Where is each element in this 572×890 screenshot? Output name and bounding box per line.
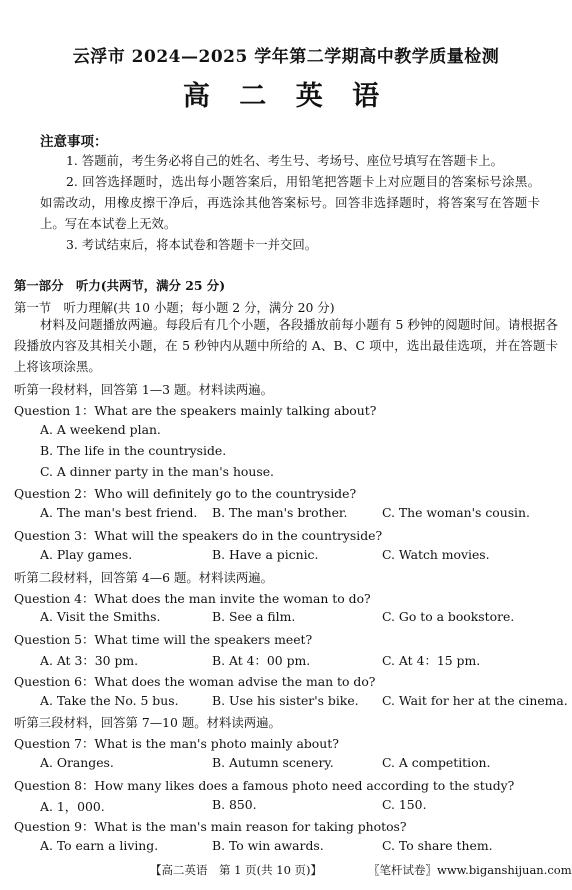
q3-option-b: B. Have a picnic. (212, 547, 319, 562)
q8-option-b: B. 850. (212, 797, 257, 812)
question-2: Question 2：Who will definitely go to the countryside? (14, 486, 357, 501)
question-9: Question 9：What is the man's main reason for taking photos? (14, 819, 407, 834)
question-4: Question 4：What does the man invite the woman to do? (14, 591, 371, 606)
q5-option-b: B. At 4：00 pm. (212, 653, 311, 668)
question-6: Question 6：What does the woman advise the man to do? (14, 674, 376, 689)
q8-option-a: A. 1，000. (40, 799, 105, 814)
q7-option-a: A. Oranges. (40, 755, 114, 770)
segment-3-heading: 听第三段材料，回答第 7—10 题。材料读两遍。 (14, 715, 281, 730)
notice-item-2: 2. 回答选择题时，选出每小题答案后，用铅笔把答题卡上对应题目的答案标号涂黑。如需改动，用橡皮擦干净后，再选涂其他答案标号。回答非选择题时，将答案写在答题卡上。写在本试卷上无效。 (40, 174, 540, 231)
q7-option-b: B. Autumn scenery. (212, 755, 334, 770)
notice-item-3: 3. 考试结束后，将本试卷和答题卡一并交回。 (66, 237, 318, 252)
q1-option-c: C. A dinner party in the man's house. (40, 464, 274, 479)
notice-heading: 注意事项： (40, 134, 108, 150)
q5-option-a: A. At 3：30 pm. (40, 653, 139, 668)
q3-option-a: A. Play games. (40, 547, 133, 562)
q2-option-b: B. The man's brother. (212, 505, 348, 520)
q2-option-a: A. The man's best friend. (40, 505, 198, 520)
q9-option-b: B. To win awards. (212, 838, 324, 853)
q5-option-c: C. At 4：15 pm. (382, 653, 481, 668)
part1-heading: 第一部分 听力(共两节，满分 25 分) (14, 278, 226, 293)
q4-option-b: B. See a film. (212, 609, 296, 624)
segment-1-heading: 听第一段材料，回答第 1—3 题。材料读两遍。 (14, 382, 274, 397)
q1-option-a: A. A weekend plan. (40, 422, 161, 437)
q6-option-b: B. Use his sister's bike. (212, 693, 359, 708)
q9-option-a: A. To earn a living. (40, 838, 159, 853)
footer-site-link[interactable]: 〖笔杆试卷〗www.biganshijuan.com (368, 863, 572, 877)
subject-title: 高 二 英 语 (182, 81, 390, 112)
page-footer: 【高二英语 第 1 页(共 10 页)】 (150, 863, 323, 877)
notice-item-1: 1. 答题前，考生务必将自己的姓名、考生号、考场号、座位号填写在答题卡上。 (66, 153, 504, 168)
q9-option-c: C. To share them. (382, 838, 493, 853)
section1-heading: 第一节 听力理解(共 10 小题；每小题 2 分，满分 20 分) (14, 300, 335, 315)
q8-option-c: C. 150. (382, 797, 427, 812)
segment-2-heading: 听第二段材料，回答第 4—6 题。材料读两遍。 (14, 570, 274, 585)
q6-option-a: A. Take the No. 5 bus. (40, 693, 179, 708)
listening-instructions: 材料及问题播放两遍。每段后有几个小题，各段播放前每小题有 5 秒钟的阅题时间。请根据各段播放内容及其相关小题，在 5 秒钟内从题中所给的 A、B、C 项中，选出最佳选项，并在答题卡上将该项涂黑。 (14, 317, 558, 374)
question-7: Question 7：What is the man's photo mainly about? (14, 736, 339, 751)
q2-option-c: C. The woman's cousin. (382, 505, 530, 520)
exam-title: 云浮市 2024—2025 学年第二学期高中教学质量检测 (72, 47, 500, 67)
q6-option-c: C. Wait for her at the cinema. (382, 693, 568, 708)
q7-option-c: C. A competition. (382, 755, 491, 770)
question-8: Question 8：How many likes does a famous photo need according to the study? (14, 778, 515, 793)
q4-option-c: C. Go to a bookstore. (382, 609, 515, 624)
question-5: Question 5：What time will the speakers meet? (14, 632, 313, 647)
question-1: Question 1：What are the speakers mainly talking about? (14, 403, 377, 418)
question-3: Question 3：What will the speakers do in the countryside? (14, 528, 383, 543)
q3-option-c: C. Watch movies. (382, 547, 490, 562)
q4-option-a: A. Visit the Smiths. (40, 609, 161, 624)
q1-option-b: B. The life in the countryside. (40, 443, 227, 458)
